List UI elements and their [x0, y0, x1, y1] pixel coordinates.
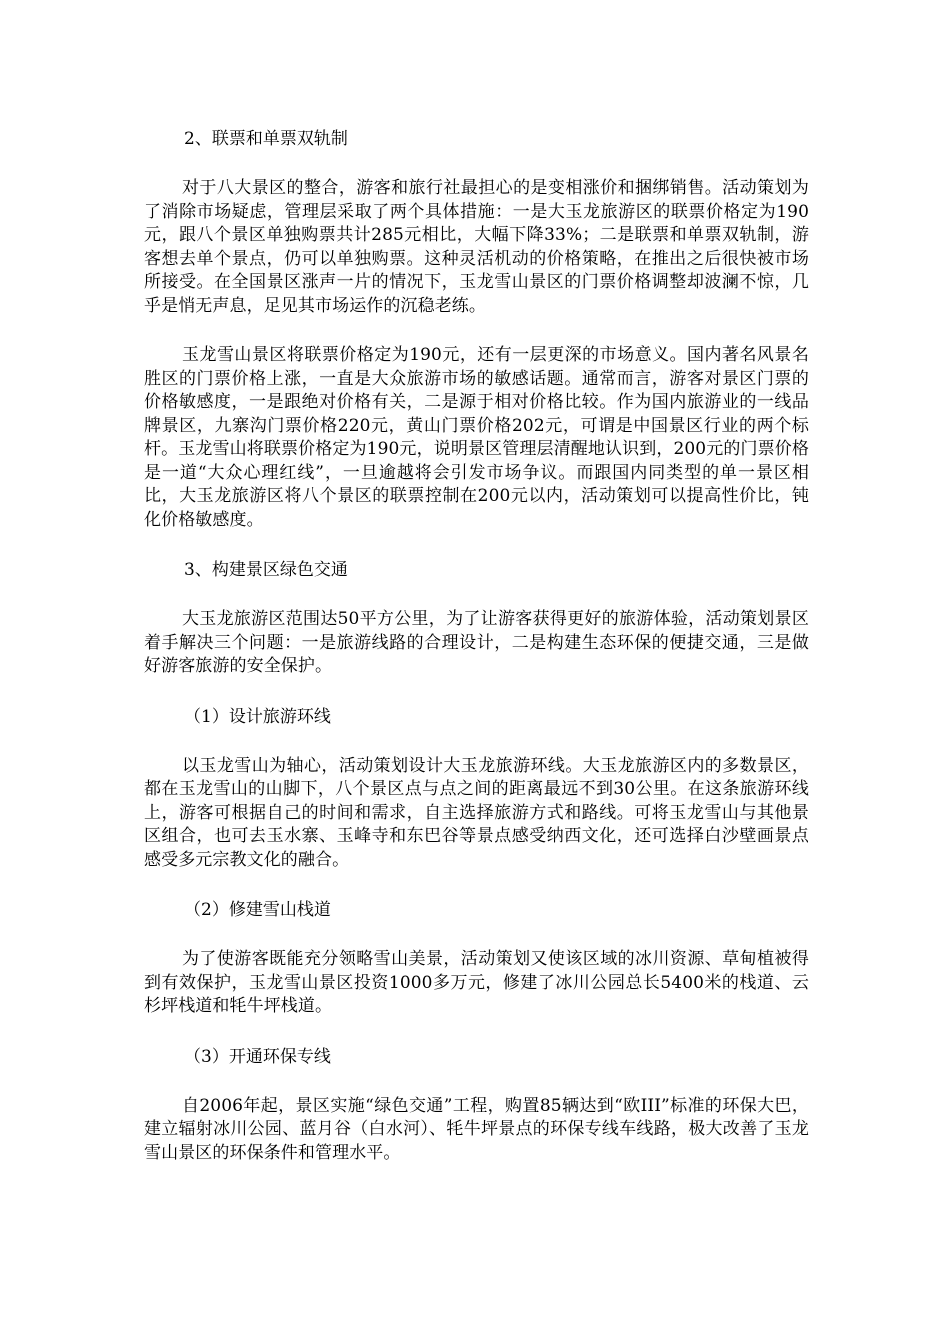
paragraph-plank-road: 为了使游客既能充分领略雪山美景，活动策划又使该区域的冰川资源、草甸植被得到有效保护，玉龙雪山景区投资1000多万元，修建了冰川公园总长5400米的栈道、云杉坪栈道和牦牛坪栈道。 — [144, 949, 809, 1016]
subsection-heading-loop-route: （1）设计旅游环线 — [184, 706, 331, 727]
paragraph-loop-route: 以玉龙雪山为轴心，活动策划设计大玉龙旅游环线。大玉龙旅游区内的多数景区，都在玉龙雪山的山脚下，八个景区点与点之间的距离最远不到30公里。在这条旅游环线上，游客可根据自己的时间和需求，自主选择旅游方式和路线。可将玉龙雪山与其他景区组合，也可去玉水寨、玉峰寺和东巴谷等景点感受纳西文化，还可选择白沙壁画景点感受多元宗教文化的融合。 — [144, 755, 809, 870]
paragraph-three-problems: 大玉龙旅游区范围达50平方公里，为了让游客获得更好的旅游体验，活动策划景区着手解决三个问题：一是旅游线路的合理设计，二是构建生态环保的便捷交通，三是做好游客旅游的安全保护。 — [144, 609, 809, 676]
document-body — [144, 127, 809, 1191]
subsection-heading-eco-bus: （3）开通环保专线 — [184, 1046, 331, 1067]
section-heading-dual-ticket: 2、联票和单票双轨制 — [184, 129, 348, 149]
paragraph-price-psychology: 玉龙雪山景区将联票价格定为190元，还有一层更深的市场意义。国内著名风景名胜区的门票价格上涨，一直是大众旅游市场的敏感话题。通常而言，游客对景区门票的价格敏感度，一是跟绝对价格有关，二是源于相对价格比较。作为国内旅游业的一线品牌景区，九寨沟门票价格220元，黄山门票价格202元，可谓是中国景区行业的两个标杆。玉龙雪山将联票价格定为190元，说明景区管理层清醒地认识到，200元的门票价格是一道“大众心理红线”，一旦逾越将会引发市场争议。而跟国内同类型的单一景区相比，大玉龙旅游区将八个景区的联票控制在200元以内，活动策划可以提高性价比，钝化价格敏感度。 — [144, 345, 809, 530]
paragraph-eco-bus: 自2006年起，景区实施“绿色交通”工程，购置85辆达到“欧III”标准的环保大巴，建立辐射冰川公园、蓝月谷（白水河）、牦牛坪景点的环保专线车线路，极大改善了玉龙雪山景区的环保条件和管理水平。 — [144, 1095, 809, 1163]
section-heading-green-transport: 3、构建景区绿色交通 — [184, 560, 348, 580]
subsection-heading-plank-road: （2）修建雪山栈道 — [184, 900, 331, 920]
paragraph-integration-pricing: 对于八大景区的整合，游客和旅行社最担心的是变相涨价和捆绑销售。活动策划为了消除市场疑虑，管理层采取了两个具体措施：一是大玉龙旅游区的联票价格定为190元，跟八个景区单独购票共计285元相比，大幅下降33%；二是联票和单票双轨制，游客想去单个景点，仍可以单独购票。这种灵活机动的价格策略，在推出之后很快被市场所接受。在全国景区涨声一片的情况下，玉龙雪山景区的门票价格调整却波澜不惊，几乎是悄无声息，足见其市场运作的沉稳老练。 — [144, 178, 809, 316]
